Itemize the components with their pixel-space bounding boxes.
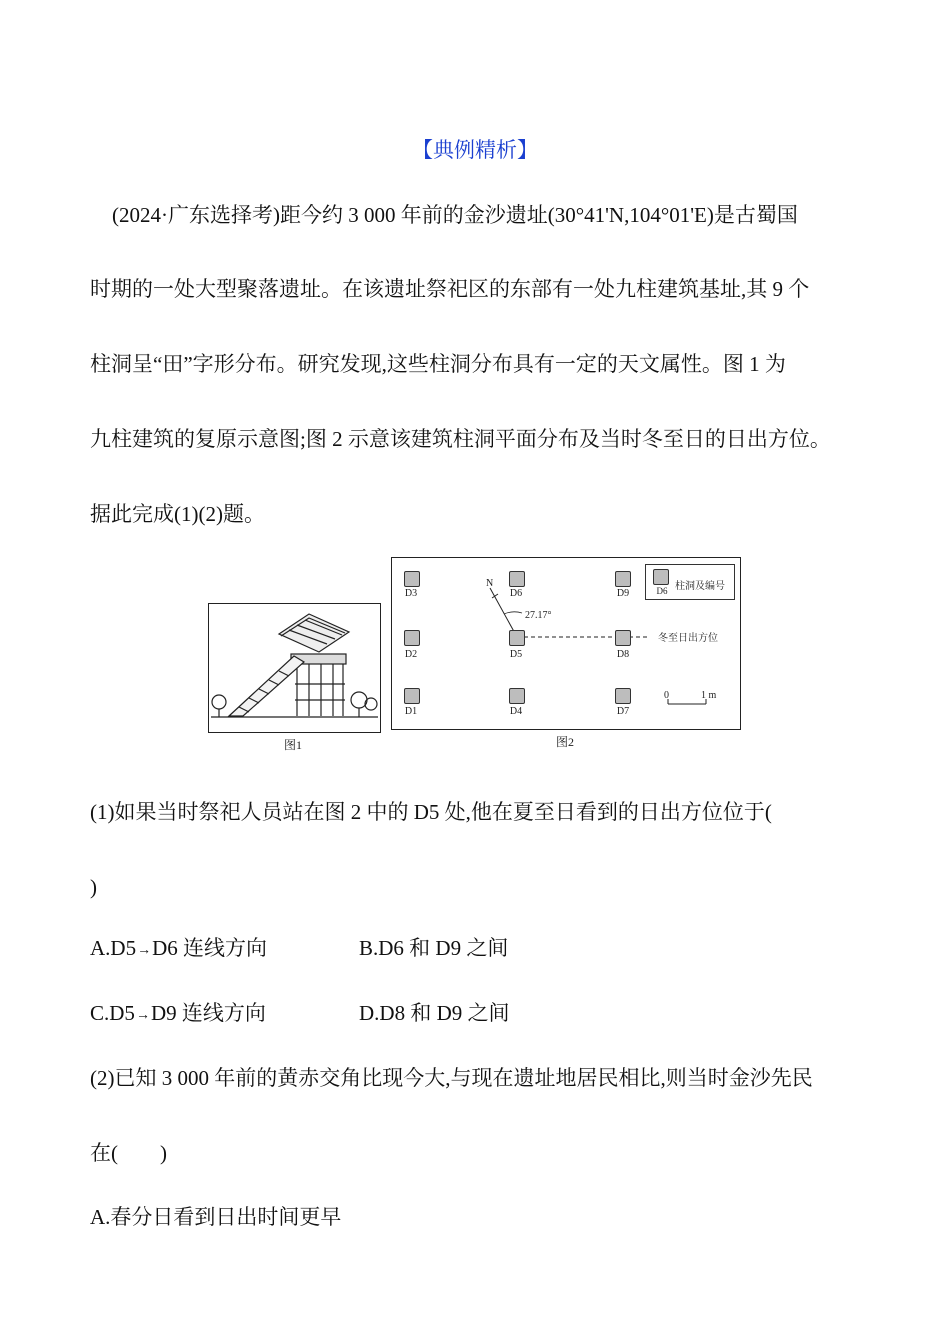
figure-1-frame	[208, 603, 381, 733]
label-d2: D2	[404, 649, 418, 660]
scale-zero: 0	[664, 690, 669, 701]
pillar-hole-d5	[509, 630, 525, 646]
north-label: N	[486, 578, 494, 589]
label-d1: D1	[404, 706, 418, 717]
label-d3: D3	[404, 588, 418, 599]
intro-line-2: 时期的一处大型聚落遗址。在该遗址祭祀区的东部有一处九柱建筑基址,其 9 个	[90, 277, 810, 301]
q1-option-c-suffix: D9 连线方向	[150, 1001, 266, 1025]
q2-stem-line-1: (2)已知 3 000 年前的黄赤交角比现今大,与现在遗址地居民相比,则当时金沙先民	[90, 1066, 813, 1090]
label-d8: D8	[616, 649, 630, 660]
sunrise-direction-label: 冬至日出方位	[658, 633, 718, 644]
nine-pillar-building-illustration	[209, 604, 380, 732]
pillar-hole-d6	[509, 571, 525, 587]
scale-label: 1 m	[701, 690, 717, 701]
intro-line-4: 九柱建筑的复原示意图;图 2 示意该建筑柱洞平面分布及当时冬至日的日出方位。	[90, 427, 831, 451]
q1-stem-line-2: )	[90, 875, 97, 899]
arrow-icon: →	[135, 1008, 150, 1023]
pillar-hole-d1	[404, 688, 420, 704]
label-d4: D4	[509, 706, 523, 717]
q1-option-a-prefix: A.D5	[90, 936, 137, 960]
angle-label: 27.17°	[525, 610, 552, 621]
label-d5: D5	[509, 649, 523, 660]
q2-option-a[interactable]: A.春分日看到日出时间更早	[90, 1205, 342, 1229]
legend-hole-symbol	[653, 569, 669, 585]
legend-text: 柱洞及编号	[675, 581, 725, 592]
intro-line-5: 据此完成(1)(2)题。	[90, 502, 265, 526]
q1-option-c[interactable]	[90, 999, 266, 1030]
label-d7: D7	[616, 706, 630, 717]
pillar-hole-d4	[509, 688, 525, 704]
pillar-hole-d7	[615, 688, 631, 704]
q1-option-d[interactable]: D.D8 和 D9 之间	[359, 1001, 510, 1025]
label-d9: D9	[616, 588, 630, 599]
q1-option-a[interactable]	[90, 934, 267, 965]
q2-stem-line-2: 在( )	[90, 1141, 167, 1165]
q1-option-c-prefix: C.D5	[90, 1001, 135, 1025]
arrow-icon: →	[137, 943, 152, 958]
pillar-hole-d8	[615, 630, 631, 646]
q1-option-a-suffix: D6 连线方向	[152, 936, 268, 960]
q1-option-b[interactable]: B.D6 和 D9 之间	[359, 936, 509, 960]
legend	[645, 564, 735, 600]
pillar-hole-d9	[615, 571, 631, 587]
figure-2-frame	[391, 557, 741, 730]
pillar-hole-d2	[404, 630, 420, 646]
figure-2-caption: 图2	[556, 735, 575, 749]
q1-stem-line-1: (1)如果当时祭祀人员站在图 2 中的 D5 处,他在夏至日看到的日出方位位于(	[90, 800, 772, 824]
intro-line-3: 柱洞呈“田”字形分布。研究发现,这些柱洞分布具有一定的天文属性。图 1 为	[90, 352, 786, 376]
figure-1-caption: 图1	[284, 738, 303, 752]
intro-line-1: (2024·广东选择考)距今约 3 000 年前的金沙遗址(30°41'N,104°01'E)是古蜀国	[112, 203, 798, 227]
pillar-hole-d3	[404, 571, 420, 587]
legend-symbol-label: D6	[656, 586, 668, 596]
section-heading: 【典例精析】	[412, 138, 538, 162]
label-d6: D6	[509, 588, 523, 599]
